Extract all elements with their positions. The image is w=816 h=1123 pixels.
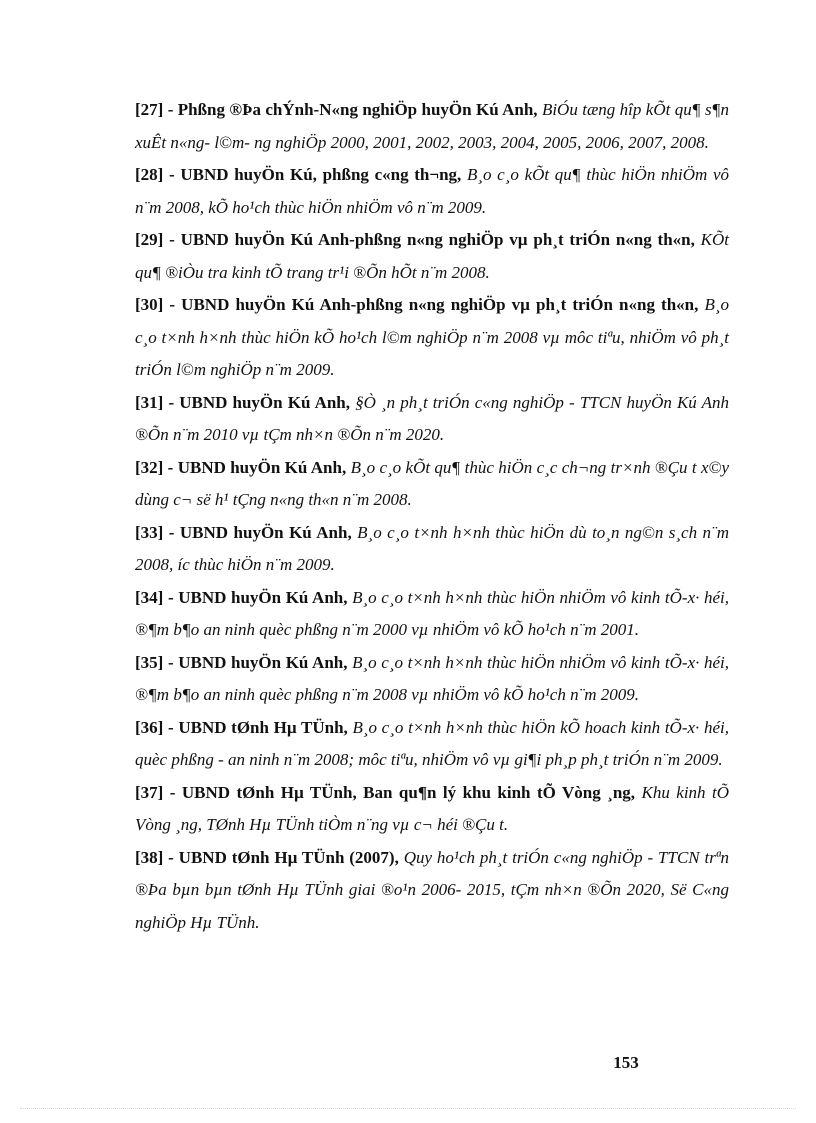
reference-number: [35] xyxy=(135,652,164,672)
reference-title: B¸o c¸o t×nh h×nh thùc hiÖn kÕ ho¹ch l©m nghiÖp n¨m 2008 vµ môc tiªu, nhiÖm vô ph¸t triÓn l©m nghiÖp n¨m 2009. xyxy=(135,295,729,379)
reference-list xyxy=(135,94,729,939)
reference-title: B¸o c¸o kÕt qu¶ thùc hiÖn nhiÖm vô n¨m 2008, kÕ ho¹ch thùc hiÖn nhiÖm vô n¨m 2009. xyxy=(135,165,730,217)
reference-author: - Phßng ®Þa chÝnh-N«ng nghiÖp huyÖn Kú Anh, xyxy=(163,100,542,119)
reference-author: - UBND huyÖn Kú Anh, xyxy=(163,392,356,412)
reference-item-29 xyxy=(135,224,729,289)
reference-author: - UBND tØnh Hµ TÜnh (2007), xyxy=(163,847,404,867)
reference-title: B¸o c¸o t×nh h×nh thùc hiÖn nhiÖm vô kinh tÕ-x· héi, ®¶m b¶o an ninh quèc phßng n¨m 2008 vµ nhiÖm vô kÕ ho¹ch n¨m 2009. xyxy=(135,652,729,704)
reference-author: - UBND tØnh Hµ TÜnh, xyxy=(163,717,353,737)
reference-number: [34] xyxy=(135,587,164,607)
reference-title: B¸o c¸o t×nh h×nh thùc hiÖn dù to¸n ng©n s¸ch n¨m 2008, íc thùc hiÖn n¨m 2009. xyxy=(135,522,729,574)
reference-number: [32] xyxy=(135,457,164,477)
reference-number: [36] xyxy=(135,717,164,737)
reference-number: [30] xyxy=(135,295,164,314)
page-bottom-divider xyxy=(20,1108,796,1109)
reference-author: - UBND huyÖn Kú, phßng c«ng th¬ng, xyxy=(163,165,467,184)
reference-title: B¸o c¸o kÕt qu¶ thùc hiÖn c¸c ch¬ng tr×nh ®Çu t x©y dùng c¬ së h¹ tÇng n«ng th«n n¨m 2008. xyxy=(135,457,729,509)
reference-item-30 xyxy=(135,289,729,387)
reference-item-37 xyxy=(135,777,729,842)
reference-item-35 xyxy=(135,647,729,712)
reference-number: [27] xyxy=(135,100,164,119)
reference-item-28 xyxy=(135,159,729,224)
reference-title: BiÓu tæng hîp kÕt qu¶ s¶n xuÊt n«ng- l©m- ng nghiÖp 2000, 2001, 2002, 2003, 2004, 2005, 2006, 2007, 2008. xyxy=(135,100,729,152)
reference-author: - UBND huyÖn Kú Anh-phßng n«ng nghiÖp vµ ph¸t triÓn n«ng th«n, xyxy=(163,230,701,249)
reference-title: B¸o c¸o t×nh h×nh thùc hiÖn nhiÖm vô kinh tÕ-x· héi, ®¶m b¶o an ninh quèc phßng n¨m 2000 vµ nhiÖm vô kÕ ho¹ch n¨m 2001. xyxy=(135,587,729,639)
reference-title: Khu kinh tÕ Vòng ¸ng, TØnh Hµ TÜnh tiÒm n¨ng vµ c¬ héi ®Çu t. xyxy=(135,782,729,834)
reference-author: - UBND huyÖn Kú Anh, xyxy=(163,457,351,477)
reference-item-33 xyxy=(135,517,729,582)
reference-item-31 xyxy=(135,387,729,452)
reference-item-38 xyxy=(135,842,729,940)
reference-title: §Ò ¸n ph¸t triÓn c«ng nghiÖp - TTCN huyÖn Kú Anh ®Õn n¨m 2010 vµ tÇm nh×n ®Õn n¨m 2020. xyxy=(135,392,729,444)
reference-title: B¸o c¸o t×nh h×nh thùc hiÖn kÕ hoach kinh tÕ-x· héi, quèc phßng - an ninh n¨m 2008; môc tiªu, nhiÖm vô vµ gi¶i ph¸p ph¸t triÓn n¨m 2009. xyxy=(135,717,729,769)
reference-number: [31] xyxy=(135,392,164,412)
reference-item-34 xyxy=(135,582,729,647)
reference-number: [29] xyxy=(135,230,164,249)
page-number: 153 xyxy=(613,1053,639,1072)
reference-author: - UBND huyÖn Kú Anh-phßng n«ng nghiÖp vµ ph¸t triÓn n«ng th«n, xyxy=(163,295,705,314)
reference-title: Quy ho¹ch ph¸t triÓn c«ng nghiÖp - TTCN trªn ®Þa bµn bµn tØnh Hµ TÜnh giai ®o¹n 2006- 2015, tÇm nh×n ®Õn 2020, Së C«ng nghiÖp Hµ TÜnh. xyxy=(135,847,729,932)
reference-title: KÕt qu¶ ®iÒu tra kinh tÕ trang tr¹i ®Õn hÕt n¨m 2008. xyxy=(135,230,729,282)
reference-item-36 xyxy=(135,712,729,777)
reference-number: [33] xyxy=(135,522,164,542)
reference-item-32 xyxy=(135,452,729,517)
reference-author: - UBND huyÖn Kú Anh, xyxy=(163,587,353,607)
reference-item-27 xyxy=(135,94,729,159)
reference-author: - UBND tØnh Hµ TÜnh, Ban qu¶n lý khu kinh tÕ Vòng ¸ng, xyxy=(163,782,642,802)
reference-number: [37] xyxy=(135,782,164,802)
reference-author: - UBND huyÖn Kú Anh, xyxy=(163,522,358,542)
reference-author: - UBND huyÖn Kú Anh, xyxy=(163,652,353,672)
reference-number: [38] xyxy=(135,847,164,867)
reference-number: [28] xyxy=(135,165,164,184)
